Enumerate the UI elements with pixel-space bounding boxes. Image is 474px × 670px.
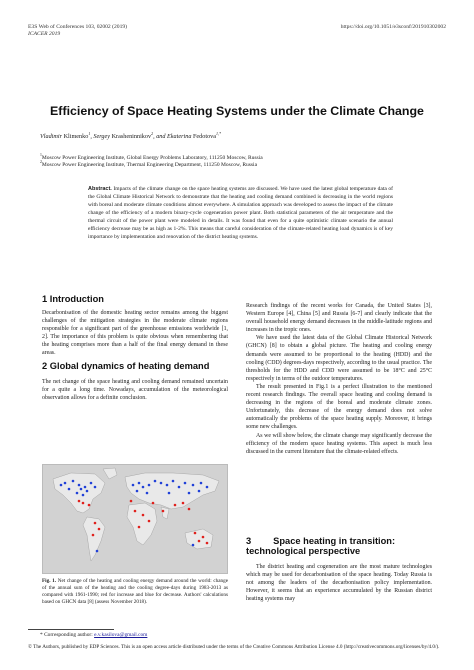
paragraph: Research findings of the recent works for Canada, the United States [3], Western Europe [4], China [5] and Russia [6-7] and clearly indicate that the overall household energy demand decreases in the middle-latitude regions and increases in the tropic ones. — [246, 303, 432, 334]
author-affiliation-mark: 2 — [151, 131, 154, 136]
figure-1-world-map — [42, 464, 228, 574]
paper-title: Efficiency of Space Heating Systems under the Climate Change — [50, 104, 424, 118]
copyright-notice: © The Authors, published by EDP Sciences. This is an open access article distributed under the terms of the Creative Commons Attribution License 4.0 (http://creativecommons.org/licenses/by/4.0/). — [28, 644, 440, 650]
section-title-line: Space heating in transition: — [273, 536, 396, 546]
affiliation-text: Moscow Power Engineering Institute, Global Energy Problems Laboratory, 111250 Moscow, Russia — [41, 154, 263, 161]
abstract-label: Abstract. — [88, 186, 112, 192]
author-first-name: Ekaterina — [167, 133, 192, 141]
author-affiliation-mark: 1,* — [216, 131, 221, 136]
author-first-name: Sergey — [93, 133, 111, 141]
abstract-text: Impacts of the climate change on the space heating systems are discussed. We have used the latest global temperature data of the Global Climate Historical Network to demonstrate that the heating and cooling demand combined is decreasing in the world regions with boreal and moderate climate conditions almost everywhere. A simulation approach was developed to assess the impact of the climate change of the efficiency of a modern binary-cycle cogeneration power plant. Both statistical parameters of the air temperature and the thermal circuit of the power plant were modeled in details. It was found that even for a quite optimistic climate scenario the annual efficiency decrease may be as high as 1-2%. This means that careful consideration of the climate-related heating load dynamics is of key importance by implementation and renovation of the district heating systems. — [88, 186, 394, 241]
abstract — [88, 185, 393, 241]
paragraph: The result presented in Fig.1 is a perfect illustration to the mentioned recent research findings. The overall space heating and cooling demand is decreasing in the regions of the boreal and moderate climate zones. Unfortunately, this decrease of the energy demand does not solve automatically the problems of the space heating supply. Moreover, it brings some new challenges. — [246, 383, 432, 431]
footnote-marker: * — [40, 632, 43, 638]
caption-text: Net change of the heating and cooling energy demand around the world: change of the annual sum of the heating and the cooling degree-days during 1983-2013 as compared with 1961-1990; red for increase and blue for decrease. Authors' calculations based on GHCN data [8] (assess November 2018). — [42, 578, 229, 606]
paragraph: The district heating and cogeneration are the most mature technologies which may be used for decarbonisation of the space heating. Today Russia is not among the leaders of the decarbonisation policy implementation. However, it seems that an experience accumulated by the Russian district heating systems may — [246, 564, 432, 603]
world-map-graphic — [43, 465, 228, 574]
author-list: Vladimir Klimenko$^1$, Sergey Krasheninnikov$^2$, and Ekaterina Fedotova$^{1,*}$ — [40, 131, 221, 141]
footnote-divider — [28, 629, 114, 630]
corresponding-author-note — [40, 632, 147, 638]
author-last-name: Krasheninnikov — [111, 133, 152, 141]
affiliation-2 — [40, 159, 257, 169]
paragraph: Decarbonisation of the domestic heating sector remains among the biggest challenges of the mitigation strategies in the moderate climate regions responsible for a significant part of the greenhouse emissions worldwide [1, 2]. The importance of this problem is quite obvious when remembering that the heating comprises more than a half of the final energy demand in these areas. — [42, 310, 228, 357]
right-column-body — [246, 302, 432, 456]
affiliation-number: 2 — [40, 160, 42, 164]
author-first-name: Vladimir — [40, 133, 63, 141]
section-title-line: technological perspective — [246, 546, 361, 556]
footnote-label: Corresponding author: — [44, 632, 93, 638]
section-1-heading: 1 Introduction — [42, 294, 104, 304]
paragraph: We have used the latest data of the Global Climate Historical Network (GHCN) [8] to obtain a global picture. The heating and cooling energy demands were assumed to be proportional to the heating (HDD) and the cooling (CDD) degrees-days respectively, according to the usual practice. The thresholds for the HDD and CDD were assumed to be 18°C and 25°C respectively in terms of the outdoor temperatures. — [246, 335, 432, 382]
section-number: 3 — [246, 536, 252, 546]
paragraph: The net change of the space heating and cooling demand remained uncertain for a quite a long time. Nowadays, accumulation of the meteorological observation allows for a definite conclusion. — [42, 379, 228, 402]
journal-citation: E3S Web of Conferences 103, 02002 (2019) — [28, 24, 128, 30]
section-2-body — [42, 378, 228, 402]
author-affiliation-mark: 1 — [88, 131, 91, 136]
section-3-heading — [246, 536, 432, 556]
author-email-link[interactable]: e.v.kasilova@gmail.com — [94, 632, 148, 638]
author-last-name: Klimenko — [63, 133, 89, 141]
author-last-name: Fedotova — [192, 133, 216, 141]
section-1-body — [42, 309, 228, 358]
section-2-heading: 2 Global dynamics of heating demand — [42, 361, 210, 371]
affiliation-text: Moscow Power Engineering Institute, Thermal Engineering Department, 111250 Moscow, Russia — [41, 161, 258, 168]
conference-name: ICACER 2019 — [28, 31, 61, 37]
figure-1-caption — [42, 578, 228, 606]
affiliation-number: 1 — [40, 153, 42, 157]
author-conjunction: and — [156, 133, 166, 141]
paragraph: As we will show below, the climate change may significantly decrease the efficiency of the modern space heating systems. This aspect is much less discussed in the current literature that the climate-related effects. — [246, 432, 432, 455]
caption-label: Fig. 1. — [42, 578, 57, 584]
section-3-body — [246, 563, 432, 603]
doi-link[interactable]: https://doi.org/10.1051/e3sconf/201910302002 — [340, 24, 446, 30]
